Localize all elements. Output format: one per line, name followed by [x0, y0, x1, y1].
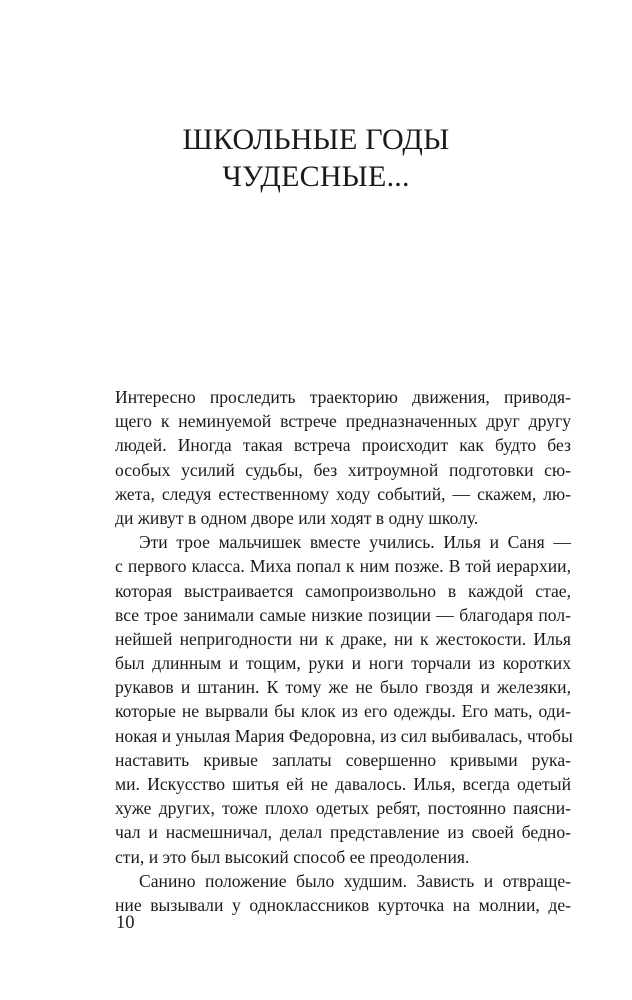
paragraph	[115, 530, 571, 869]
text-line: жета, следуя естественному ходу событий, — скажем, лю-	[115, 483, 571, 504]
text-line: щего к неминуемой встрече предназначенных друг другу	[115, 411, 571, 432]
chapter-title	[0, 121, 632, 195]
text-line: чал и насмешничал, делал представление из своей бедно-	[115, 822, 571, 843]
text-line: все трое занимали самые низкие позиции — благодаря пол-	[115, 604, 571, 625]
paragraph	[115, 385, 571, 530]
text-line: ние вызывали у одноклассников курточка на молнии, де-	[115, 894, 571, 915]
text-line: Эти трое мальчишек вместе учились. Илья и Саня —	[139, 532, 571, 553]
text-line: которые не вырвали бы клок из его одежды. Его мать, оди-	[115, 701, 571, 722]
text-line: сти, и это был высокий способ ее преодоления.	[115, 846, 470, 867]
text-line: Интересно проследить траекторию движения, приводя-	[115, 387, 571, 407]
chapter-title-line: ШКОЛЬНЫЕ ГОДЫ	[182, 123, 450, 156]
text-line: которая выстраивается самопроизвольно в каждой стае,	[115, 580, 571, 601]
text-line: нокая и унылая Мария Федоровна, из сил выбивалась, чтобы	[115, 725, 573, 746]
text-line: нейшей непригодности ни к драке, ни к жестокости. Илья	[115, 628, 571, 649]
text-line: ми. Искусство шитья ей не давалось. Илья, всегда одетый	[115, 774, 571, 794]
text-line: людей. Иногда такая встреча происходит как будто без	[115, 435, 571, 456]
text-line: наставить кривые заплаты совершенно кривыми рука-	[115, 749, 571, 770]
text-line: Санино положение было худшим. Зависть и отвраще-	[139, 870, 571, 891]
text-line: был длинным и тощим, руки и ноги торчали из коротких	[115, 653, 571, 674]
page-number: 10	[116, 913, 135, 933]
paragraph	[115, 869, 571, 917]
chapter-title-line: ЧУДЕСНЫЕ...	[222, 160, 410, 193]
text-line: хуже других, тоже плохо одетых ребят, постоянно паясни-	[115, 798, 571, 819]
text-line: особых усилий судьбы, без хитроумной подготовки сю-	[115, 459, 571, 480]
text-line: с первого класса. Миха попал к ним позже. В той иерархии,	[115, 556, 571, 577]
body-text	[115, 385, 571, 917]
text-line: ди живут в одном дворе или ходят в одну школу.	[115, 507, 479, 528]
text-line: рукавов и штанин. К тому же не было гвоздя и железяки,	[115, 677, 571, 698]
